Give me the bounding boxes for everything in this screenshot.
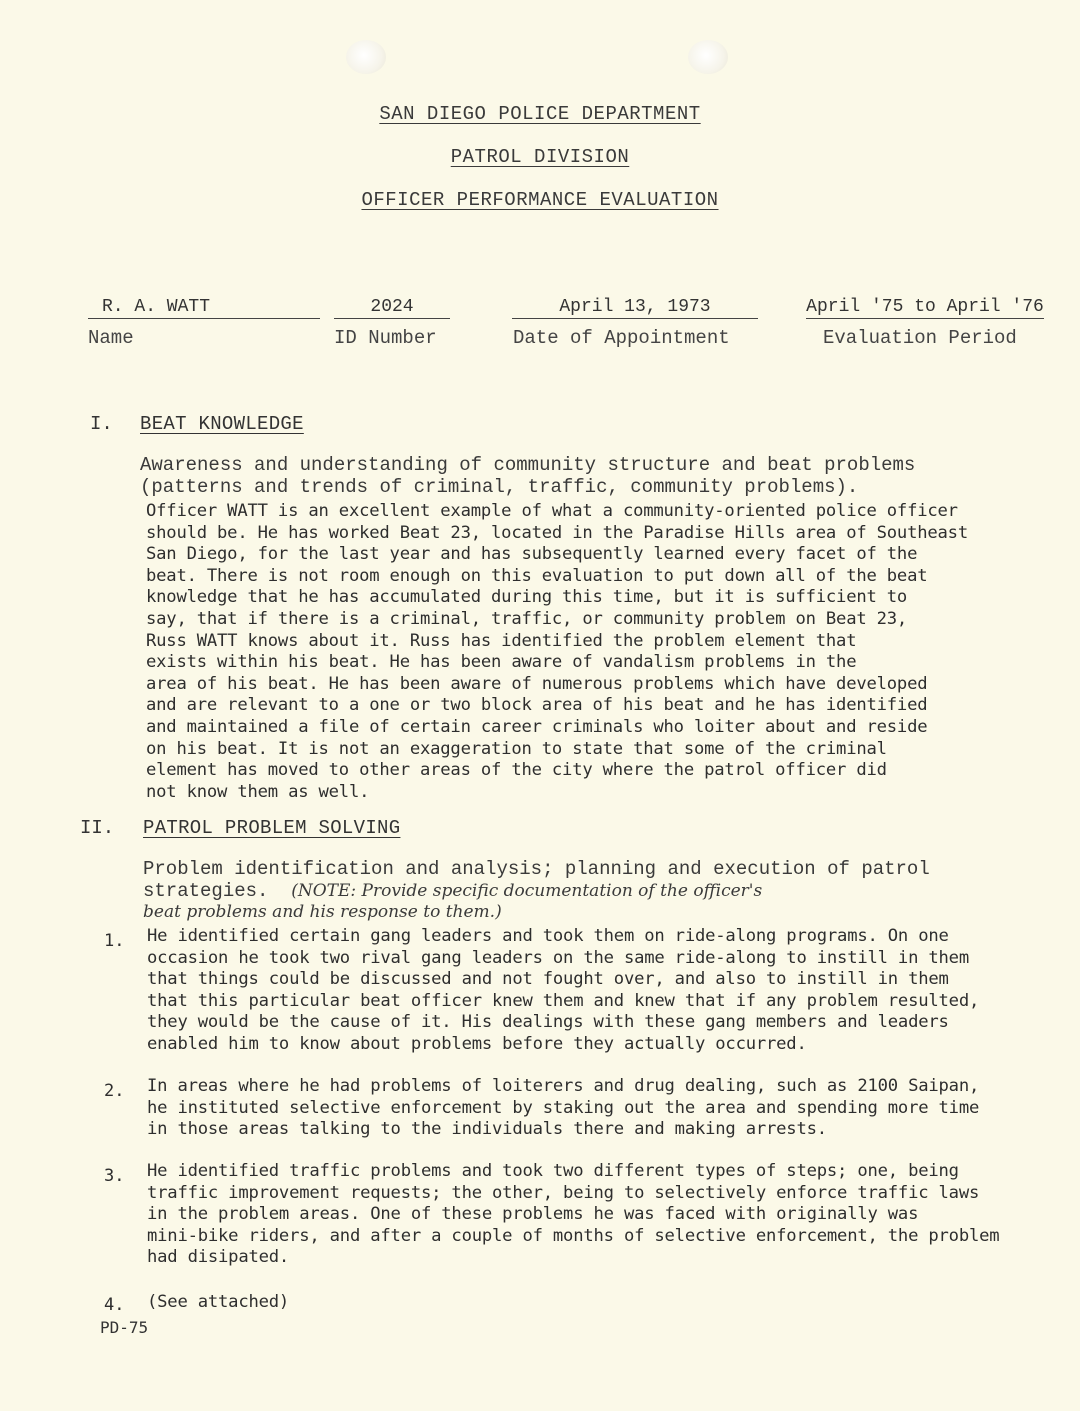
section-2-description-line-1: Problem identification and analysis; planning and execution of patrol — [143, 858, 930, 880]
section-1-description-line-1: Awareness and understanding of community structure and beat problems — [140, 454, 916, 476]
form-code: PD-75 — [100, 1318, 149, 1337]
item-1-text: He identified certain gang leaders and took them on ride-along programs. On one occasion he took two rival gang leaders on the same ride-along to instill in them that things could be discussed and not fought over, and also to instill in them that this particular beat officer knew them and knew that if any problem resulted, they would be the cause of it. His dealings with these gang members and leaders enabled him to know about problems before they actually occurred. — [147, 926, 980, 1054]
form-title — [0, 189, 1080, 211]
section-2-description-line-2 — [143, 881, 1043, 903]
item-3-text: He identified traffic problems and took two different types of steps; one, being traffic improvement requests; the other, being to selectively enforce traffic laws in the problem areas. One of these problems he was faced with originally was mini-bike riders, and after a couple of months of selective enforcement, the problem had disipated. — [147, 1161, 1000, 1268]
section-1-description-line-2: (patterns and trends of criminal, traffic, community problems). — [140, 475, 859, 498]
item-2-number: 2. — [104, 1081, 125, 1101]
appointment-date-label: Date of Appointment — [513, 327, 730, 349]
department-title-text: SAN DIEGO POLICE DEPARTMENT — [379, 103, 701, 125]
department-title — [0, 103, 1080, 125]
form-title-text: OFFICER PERFORMANCE EVALUATION — [361, 189, 719, 211]
item-2-text: In areas where he had problems of loiterers and drug dealing, such as 2100 Saipan, he instituted selective enforcement by staking out the area and spending more time in those areas talking to the individuals there and making arrests. — [147, 1076, 980, 1140]
item-1-number: 1. — [104, 931, 125, 951]
section-2-title: PATROL PROBLEM SOLVING — [143, 817, 401, 839]
division-title-text: PATROL DIVISION — [450, 146, 630, 168]
section-2-note-part-1: (NOTE: Provide specific documentation of the officer's — [291, 880, 763, 901]
id-number-label: ID Number — [334, 327, 437, 349]
item-4-text: (See attached) — [147, 1292, 290, 1312]
name-label: Name — [88, 327, 134, 349]
appointment-date-value: April 13, 1973 — [512, 297, 758, 319]
name-value: R. A. WATT — [88, 297, 320, 319]
punch-hole-right — [688, 40, 728, 74]
evaluation-period-value: April '75 to April '76 — [806, 297, 1044, 317]
division-title — [0, 146, 1080, 168]
item-4-number: 4. — [104, 1295, 125, 1315]
section-2-description-strategies: strategies. — [143, 879, 269, 902]
section-1-description — [140, 455, 1040, 498]
section-2-note-part-2: beat problems and his response to them.) — [143, 902, 502, 922]
item-3-number: 3. — [104, 1166, 125, 1186]
section-1-title: BEAT KNOWLEDGE — [140, 413, 304, 435]
id-number-value: 2024 — [334, 297, 450, 319]
evaluation-period-label: Evaluation Period — [823, 327, 1017, 349]
section-2-description — [143, 859, 1043, 924]
section-2-number: II. — [80, 817, 115, 839]
section-1-number: I. — [90, 413, 113, 435]
section-1-body: Officer WATT is an excellent example of what a community-oriented police officer should be. He has worked Beat 23, located in the Paradise Hills area of Southeast San Diego, for the last year and has subsequently learned every facet of the beat. There is not room enough on this evaluation to put down all of the beat knowledge that he has accumulated during this time, but it is sufficient to say, that if there is a criminal, traffic, or community problem on Beat 23, Russ WATT knows about it. Russ has identified the problem element that exists within his beat. He has been aware of vandalism problems in the area of his beat. He has been aware of numerous problems which have developed and are relevant to a one or two block area of his beat and he has identified and maintained a file of certain career criminals who loiter about and reside on his beat. It is not an exaggeration to state that some of the criminal element has moved to other areas of the city where the patrol officer did not know them as well. — [146, 501, 968, 802]
punch-hole-left — [346, 40, 386, 74]
